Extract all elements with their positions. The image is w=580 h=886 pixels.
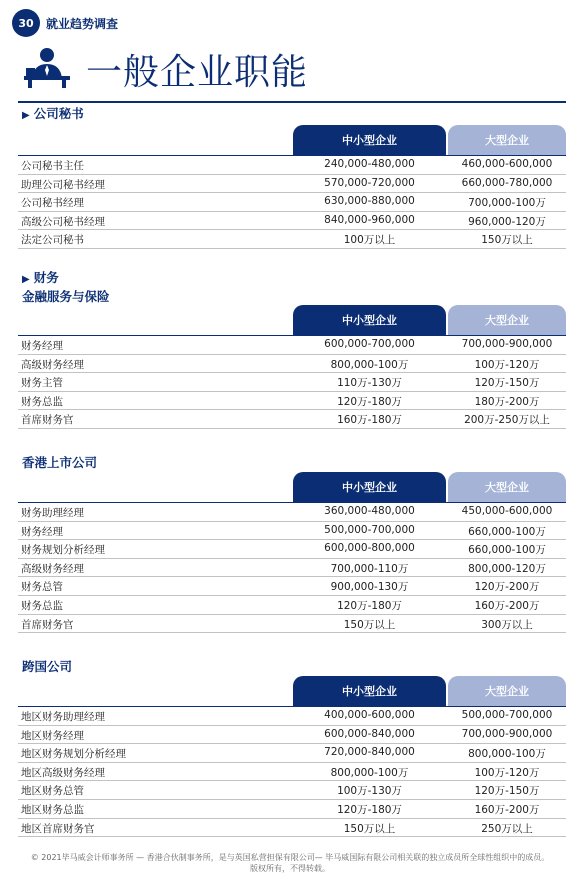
table-hk-listed — [18, 472, 566, 633]
large-salary-cell: 660,000-100万 — [468, 544, 546, 557]
role-cell: 公司秘书经理 — [21, 197, 84, 210]
section-title: 公司秘书 — [33, 106, 84, 121]
small-salary-cell: 700,000-110万 — [330, 562, 409, 575]
table-row — [18, 230, 566, 249]
large-salary-cell: 250万以上 — [481, 822, 533, 835]
large-salary-cell: 300万以上 — [481, 618, 533, 631]
subsection-header-hk-listed: 香港上市公司 — [22, 455, 98, 470]
small-salary-cell: 600,000-700,000 — [324, 338, 415, 350]
large-salary-cell: 700,000-900,000 — [461, 338, 553, 350]
table-row — [18, 410, 566, 429]
small-salary-cell: 100万-130万 — [337, 785, 402, 798]
small-salary-cell: 150万以上 — [343, 822, 396, 835]
role-cell: 地区高级财务经理 — [21, 766, 105, 779]
role-cell: 高级财务经理 — [21, 562, 84, 575]
small-salary-cell: 840,000-960,000 — [324, 213, 415, 226]
table-row — [18, 577, 566, 596]
small-salary-cell: 100万以上 — [343, 234, 396, 247]
small-salary-cell: 570,000-720,000 — [324, 176, 415, 189]
table-row — [18, 373, 566, 392]
role-cell: 财务经理 — [21, 525, 63, 538]
large-salary-cell: 460,000-600,000 — [461, 158, 553, 170]
table-row — [18, 596, 566, 615]
large-salary-cell: 120万-150万 — [474, 377, 540, 390]
large-salary-cell: 160万-200万 — [474, 599, 540, 612]
large-salary-cell: 120万-150万 — [474, 785, 540, 798]
subsection-header-financial-services: 金融服务与保险 — [22, 289, 110, 304]
small-salary-cell: 630,000-880,000 — [324, 195, 415, 208]
table-row — [18, 355, 566, 374]
large-salary-cell: 200万-250万以上 — [464, 414, 550, 427]
table-row — [18, 559, 566, 578]
table-row — [18, 336, 566, 355]
table-row — [18, 175, 566, 194]
small-salary-cell: 160万-180万 — [337, 414, 402, 427]
page-number-badge: 30 — [12, 9, 40, 37]
table-row — [18, 193, 566, 212]
table-row — [18, 615, 566, 634]
large-salary-cell: 800,000-120万 — [468, 562, 546, 575]
table-header-row — [18, 472, 566, 503]
large-salary-cell: 180万-200万 — [474, 395, 540, 408]
large-salary-cell: 450,000-600,000 — [461, 505, 553, 517]
role-cell: 地区财务助理经理 — [21, 711, 105, 723]
role-cell: 公司秘书主任 — [21, 160, 84, 172]
role-cell: 财务经理 — [21, 340, 63, 352]
role-cell: 财务总监 — [21, 599, 63, 612]
small-salary-cell: 800,000-100万 — [330, 766, 409, 779]
table-row — [18, 781, 566, 800]
role-cell: 财务主管 — [21, 377, 63, 390]
small-salary-cell: 110万-130万 — [337, 377, 402, 390]
small-salary-cell: 500,000-700,000 — [324, 523, 415, 536]
section-header-finance — [22, 268, 59, 286]
small-salary-cell: 600,000-840,000 — [324, 727, 415, 740]
table-row — [18, 392, 566, 411]
role-cell: 财务总管 — [21, 581, 63, 594]
large-salary-cell: 160万-200万 — [474, 803, 540, 816]
large-salary-cell: 500,000-700,000 — [461, 709, 553, 721]
table-row — [18, 522, 566, 541]
large-salary-cell: 700,000-100万 — [468, 197, 546, 210]
triangle-bullet-icon: ▶ — [22, 274, 30, 285]
role-cell: 财务规划分析经理 — [21, 544, 105, 557]
large-salary-cell: 660,000-780,000 — [461, 176, 553, 189]
role-cell: 财务助理经理 — [21, 507, 84, 519]
page-title: 一般企业职能 — [86, 52, 309, 93]
role-cell: 地区财务总监 — [21, 803, 84, 816]
column-header-large: 大型企业 — [448, 472, 566, 502]
large-salary-cell: 960,000-120万 — [468, 215, 546, 228]
small-salary-cell: 120万-180万 — [337, 599, 402, 612]
table-header-row — [18, 676, 566, 707]
section-title: 财务 — [33, 270, 59, 285]
table-header-row — [18, 305, 566, 336]
large-salary-cell: 700,000-900,000 — [461, 727, 553, 740]
role-cell: 高级财务经理 — [21, 358, 84, 371]
column-header-small: 中小型企业 — [293, 125, 446, 155]
small-salary-cell: 800,000-100万 — [330, 358, 409, 371]
role-cell: 地区财务经理 — [21, 729, 84, 742]
business-person-icon — [22, 46, 72, 88]
table-row — [18, 744, 566, 763]
footer-line: 版权所有，不得转载。 — [250, 864, 330, 873]
role-cell: 法定公司秘书 — [21, 234, 84, 247]
table-row — [18, 540, 566, 559]
role-cell: 地区首席财务官 — [21, 822, 95, 835]
small-salary-cell: 120万-180万 — [337, 803, 402, 816]
table-row — [18, 726, 566, 745]
table-row — [18, 212, 566, 231]
triangle-bullet-icon: ▶ — [22, 110, 30, 121]
column-header-small: 中小型企业 — [293, 676, 446, 706]
small-salary-cell: 900,000-130万 — [330, 581, 409, 594]
column-header-large: 大型企业 — [448, 676, 566, 706]
table-row — [18, 503, 566, 522]
large-salary-cell: 100万-120万 — [474, 766, 540, 779]
role-cell: 高级公司秘书经理 — [21, 215, 105, 228]
column-header-large: 大型企业 — [448, 305, 566, 335]
large-salary-cell: 150万以上 — [481, 234, 533, 247]
column-header-small: 中小型企业 — [293, 305, 446, 335]
role-cell: 地区财务规划分析经理 — [21, 748, 126, 761]
large-salary-cell: 100万-120万 — [474, 358, 540, 371]
section-header-secretary — [22, 104, 84, 122]
small-salary-cell: 150万以上 — [343, 618, 396, 631]
title-divider — [18, 101, 566, 103]
small-salary-cell: 720,000-840,000 — [324, 746, 415, 759]
column-header-small: 中小型企业 — [293, 472, 446, 502]
table-row — [18, 763, 566, 782]
table-header-row — [18, 125, 566, 156]
small-salary-cell: 360,000-480,000 — [324, 505, 415, 517]
small-salary-cell: 400,000-600,000 — [324, 709, 415, 721]
table-row — [18, 800, 566, 819]
role-cell: 助理公司秘书经理 — [21, 178, 105, 191]
table-secretary — [18, 125, 566, 249]
small-salary-cell: 240,000-480,000 — [324, 158, 415, 170]
table-multinational — [18, 676, 566, 837]
table-row — [18, 819, 566, 838]
role-cell: 财务总监 — [21, 395, 63, 408]
table-row — [18, 156, 566, 175]
table-financial-services — [18, 305, 566, 429]
running-header: 就业趋势调查 — [46, 17, 119, 31]
large-salary-cell: 800,000-100万 — [468, 748, 546, 761]
role-cell: 首席财务官 — [21, 414, 74, 427]
small-salary-cell: 120万-180万 — [337, 395, 402, 408]
footer-line: © 2021毕马威会计师事务所 — 香港合伙制事务所，是与英国私营担保有限公司— 毕马威国际有限公司相关联的独立成员所全球性组织中的成员。 — [30, 853, 550, 862]
table-row — [18, 707, 566, 726]
copyright-footer — [10, 852, 570, 874]
column-header-large: 大型企业 — [448, 125, 566, 155]
large-salary-cell: 120万-200万 — [474, 581, 540, 594]
subsection-header-multinational: 跨国公司 — [22, 659, 73, 674]
role-cell: 首席财务官 — [21, 618, 74, 631]
large-salary-cell: 660,000-100万 — [468, 525, 546, 538]
small-salary-cell: 600,000-800,000 — [324, 542, 415, 555]
role-cell: 地区财务总管 — [21, 785, 84, 798]
